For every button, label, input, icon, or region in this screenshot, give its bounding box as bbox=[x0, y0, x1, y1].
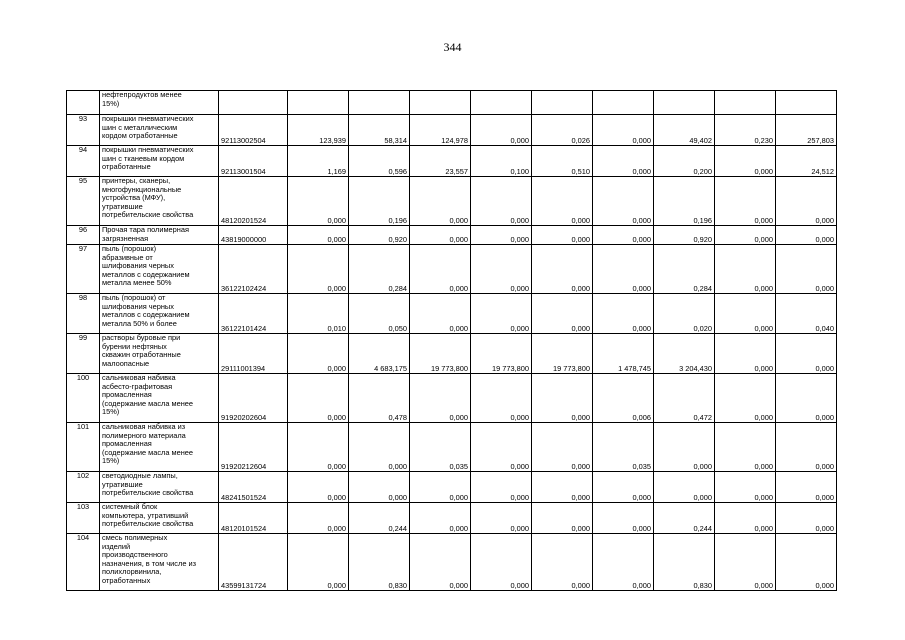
value-cell: 0,284 bbox=[654, 245, 715, 294]
table-row bbox=[67, 374, 837, 423]
value-cell: 0,000 bbox=[410, 374, 471, 423]
value-cell: 0,200 bbox=[654, 146, 715, 177]
value-cell: 3 204,430 bbox=[654, 334, 715, 374]
waste-name-cell: сальниковая набивка из полимерного материала промасленная (содержание масла менее 15%) bbox=[100, 423, 219, 472]
value-cell: 0,050 bbox=[349, 294, 410, 334]
value-cell: 4 683,175 bbox=[349, 334, 410, 374]
row-number-cell: 101 bbox=[67, 423, 100, 472]
value-cell: 0,035 bbox=[410, 423, 471, 472]
value-cell: 0,920 bbox=[349, 226, 410, 245]
row-number-cell: 99 bbox=[67, 334, 100, 374]
value-cell: 0,510 bbox=[532, 146, 593, 177]
value-cell: 19 773,800 bbox=[532, 334, 593, 374]
value-cell: 0,000 bbox=[593, 146, 654, 177]
table-row bbox=[67, 115, 837, 146]
value-cell: 123,939 bbox=[288, 115, 349, 146]
value-cell: 0,000 bbox=[715, 177, 776, 226]
value-cell: 0,000 bbox=[471, 374, 532, 423]
value-cell: 0,000 bbox=[593, 503, 654, 534]
value-cell: 0,000 bbox=[532, 177, 593, 226]
value-cell: 0,010 bbox=[288, 294, 349, 334]
value-cell: 0,000 bbox=[532, 534, 593, 591]
row-number-cell: 103 bbox=[67, 503, 100, 534]
fkko-code-cell: 48120201524 bbox=[219, 177, 288, 226]
table-row bbox=[67, 226, 837, 245]
value-cell: 0,000 bbox=[471, 503, 532, 534]
row-number-cell bbox=[67, 91, 100, 115]
value-cell: 0,000 bbox=[776, 374, 837, 423]
value-cell: 0,830 bbox=[654, 534, 715, 591]
value-cell: 0,000 bbox=[288, 334, 349, 374]
value-cell: 0,472 bbox=[654, 374, 715, 423]
value-cell: 0,000 bbox=[654, 423, 715, 472]
value-cell: 0,000 bbox=[532, 226, 593, 245]
value-cell: 0,000 bbox=[715, 334, 776, 374]
value-cell: 58,314 bbox=[349, 115, 410, 146]
value-cell: 0,000 bbox=[288, 177, 349, 226]
value-cell: 0,000 bbox=[532, 294, 593, 334]
value-cell bbox=[715, 91, 776, 115]
table-body bbox=[67, 91, 837, 591]
value-cell: 0,000 bbox=[410, 294, 471, 334]
value-cell: 1,169 bbox=[288, 146, 349, 177]
table-row bbox=[67, 472, 837, 503]
value-cell: 0,000 bbox=[776, 472, 837, 503]
waste-name-cell: смесь полимерных изделий производственного назначения, в том числе из полихлорвинила, отработанных bbox=[100, 534, 219, 591]
value-cell: 0,000 bbox=[288, 423, 349, 472]
value-cell bbox=[288, 91, 349, 115]
value-cell: 0,000 bbox=[593, 534, 654, 591]
value-cell: 0,000 bbox=[593, 177, 654, 226]
fkko-code-cell: 36122102424 bbox=[219, 245, 288, 294]
value-cell: 0,000 bbox=[532, 503, 593, 534]
row-number-cell: 100 bbox=[67, 374, 100, 423]
fkko-code-cell bbox=[219, 91, 288, 115]
value-cell: 0,000 bbox=[715, 534, 776, 591]
waste-name-cell: покрышки пневматических шин с металлическим кордом отработанные bbox=[100, 115, 219, 146]
value-cell: 0,000 bbox=[471, 294, 532, 334]
waste-name-cell: системный блок компьютера, утративший потребительские свойства bbox=[100, 503, 219, 534]
row-number-cell: 95 bbox=[67, 177, 100, 226]
value-cell: 0,830 bbox=[349, 534, 410, 591]
value-cell: 0,000 bbox=[715, 503, 776, 534]
value-cell: 0,000 bbox=[532, 374, 593, 423]
value-cell: 24,512 bbox=[776, 146, 837, 177]
value-cell: 0,284 bbox=[349, 245, 410, 294]
value-cell: 0,000 bbox=[471, 245, 532, 294]
waste-name-cell: растворы буровые при бурении нефтяных скважин отработанные малоопасные bbox=[100, 334, 219, 374]
waste-name-cell: сальниковая набивка асбесто-графитовая промасленная (содержание масла менее 15%) bbox=[100, 374, 219, 423]
waste-name-cell: покрышки пневматических шин с тканевым кордом отработанные bbox=[100, 146, 219, 177]
value-cell: 0,000 bbox=[593, 472, 654, 503]
value-cell bbox=[349, 91, 410, 115]
table-row bbox=[67, 334, 837, 374]
value-cell: 0,920 bbox=[654, 226, 715, 245]
value-cell: 1 478,745 bbox=[593, 334, 654, 374]
row-number-cell: 97 bbox=[67, 245, 100, 294]
value-cell bbox=[471, 91, 532, 115]
row-number-cell: 102 bbox=[67, 472, 100, 503]
table-row bbox=[67, 423, 837, 472]
value-cell: 0,000 bbox=[715, 472, 776, 503]
value-cell bbox=[776, 91, 837, 115]
value-cell: 49,402 bbox=[654, 115, 715, 146]
value-cell: 0,000 bbox=[410, 245, 471, 294]
value-cell: 0,000 bbox=[593, 294, 654, 334]
row-number-cell: 96 bbox=[67, 226, 100, 245]
fkko-code-cell: 92113001504 bbox=[219, 146, 288, 177]
value-cell: 0,000 bbox=[471, 115, 532, 146]
value-cell: 0,196 bbox=[654, 177, 715, 226]
value-cell bbox=[410, 91, 471, 115]
value-cell: 0,100 bbox=[471, 146, 532, 177]
value-cell: 0,000 bbox=[410, 226, 471, 245]
waste-name-cell: пыль (порошок) абразивные от шлифования черных металлов с содержанием металла менее 50% bbox=[100, 245, 219, 294]
value-cell: 0,000 bbox=[532, 245, 593, 294]
fkko-code-cell: 48241501524 bbox=[219, 472, 288, 503]
value-cell: 0,000 bbox=[532, 472, 593, 503]
fkko-code-cell: 92113002504 bbox=[219, 115, 288, 146]
value-cell: 0,000 bbox=[288, 534, 349, 591]
value-cell: 0,478 bbox=[349, 374, 410, 423]
fkko-code-cell: 36122101424 bbox=[219, 294, 288, 334]
value-cell: 0,000 bbox=[471, 472, 532, 503]
value-cell: 0,000 bbox=[593, 115, 654, 146]
fkko-code-cell: 29111001394 bbox=[219, 334, 288, 374]
value-cell: 0,000 bbox=[715, 423, 776, 472]
value-cell: 0,000 bbox=[715, 245, 776, 294]
table-row bbox=[67, 91, 837, 115]
fkko-code-cell: 48120101524 bbox=[219, 503, 288, 534]
value-cell: 0,000 bbox=[593, 245, 654, 294]
value-cell: 0,596 bbox=[349, 146, 410, 177]
value-cell: 0,000 bbox=[776, 245, 837, 294]
table-row bbox=[67, 146, 837, 177]
value-cell: 0,000 bbox=[410, 534, 471, 591]
value-cell: 0,000 bbox=[776, 534, 837, 591]
value-cell: 0,000 bbox=[776, 177, 837, 226]
value-cell: 0,000 bbox=[776, 423, 837, 472]
value-cell: 0,000 bbox=[349, 472, 410, 503]
value-cell: 0,000 bbox=[471, 177, 532, 226]
value-cell: 0,000 bbox=[288, 503, 349, 534]
table-row bbox=[67, 503, 837, 534]
waste-name-cell: принтеры, сканеры, многофункциональные устройства (МФУ), утратившие потребительские свойства bbox=[100, 177, 219, 226]
value-cell: 0,244 bbox=[654, 503, 715, 534]
value-cell: 0,000 bbox=[715, 226, 776, 245]
value-cell bbox=[593, 91, 654, 115]
value-cell: 0,000 bbox=[288, 245, 349, 294]
value-cell: 0,000 bbox=[410, 472, 471, 503]
row-number-cell: 98 bbox=[67, 294, 100, 334]
value-cell: 0,000 bbox=[776, 334, 837, 374]
value-cell: 257,803 bbox=[776, 115, 837, 146]
table-row bbox=[67, 245, 837, 294]
value-cell: 0,040 bbox=[776, 294, 837, 334]
value-cell: 0,000 bbox=[471, 226, 532, 245]
value-cell bbox=[654, 91, 715, 115]
value-cell: 0,000 bbox=[593, 226, 654, 245]
fkko-code-cell: 91920212604 bbox=[219, 423, 288, 472]
value-cell: 124,978 bbox=[410, 115, 471, 146]
value-cell bbox=[532, 91, 593, 115]
row-number-cell: 104 bbox=[67, 534, 100, 591]
waste-name-cell: Прочая тара полимерная загрязненная bbox=[100, 226, 219, 245]
value-cell: 0,230 bbox=[715, 115, 776, 146]
value-cell: 0,000 bbox=[349, 423, 410, 472]
value-cell: 0,000 bbox=[288, 374, 349, 423]
waste-name-cell: нефтепродуктов менее 15%) bbox=[100, 91, 219, 115]
value-cell: 0,000 bbox=[471, 534, 532, 591]
table-row bbox=[67, 534, 837, 591]
page-number: 344 bbox=[443, 40, 462, 54]
value-cell: 0,006 bbox=[593, 374, 654, 423]
table-row bbox=[67, 177, 837, 226]
fkko-code-cell: 43599131724 bbox=[219, 534, 288, 591]
value-cell: 19 773,800 bbox=[471, 334, 532, 374]
value-cell: 23,557 bbox=[410, 146, 471, 177]
value-cell: 0,000 bbox=[776, 226, 837, 245]
value-cell: 0,000 bbox=[715, 374, 776, 423]
row-number-cell: 93 bbox=[67, 115, 100, 146]
value-cell: 0,000 bbox=[776, 503, 837, 534]
value-cell: 19 773,800 bbox=[410, 334, 471, 374]
waste-name-cell: светодиодные лампы, утратившие потребительские свойства bbox=[100, 472, 219, 503]
value-cell: 0,000 bbox=[715, 294, 776, 334]
value-cell: 0,026 bbox=[532, 115, 593, 146]
waste-name-cell: пыль (порошок) от шлифования черных металлов с содержанием металла 50% и более bbox=[100, 294, 219, 334]
value-cell: 0,000 bbox=[471, 423, 532, 472]
fkko-code-cell: 43819000000 bbox=[219, 226, 288, 245]
value-cell: 0,000 bbox=[654, 472, 715, 503]
value-cell: 0,196 bbox=[349, 177, 410, 226]
fkko-code-cell: 91920202604 bbox=[219, 374, 288, 423]
row-number-cell: 94 bbox=[67, 146, 100, 177]
value-cell: 0,000 bbox=[288, 226, 349, 245]
value-cell: 0,000 bbox=[410, 503, 471, 534]
value-cell: 0,035 bbox=[593, 423, 654, 472]
value-cell: 0,000 bbox=[532, 423, 593, 472]
value-cell: 0,000 bbox=[715, 146, 776, 177]
value-cell: 0,000 bbox=[288, 472, 349, 503]
value-cell: 0,244 bbox=[349, 503, 410, 534]
value-cell: 0,020 bbox=[654, 294, 715, 334]
waste-table bbox=[66, 90, 837, 591]
table-row bbox=[67, 294, 837, 334]
value-cell: 0,000 bbox=[410, 177, 471, 226]
